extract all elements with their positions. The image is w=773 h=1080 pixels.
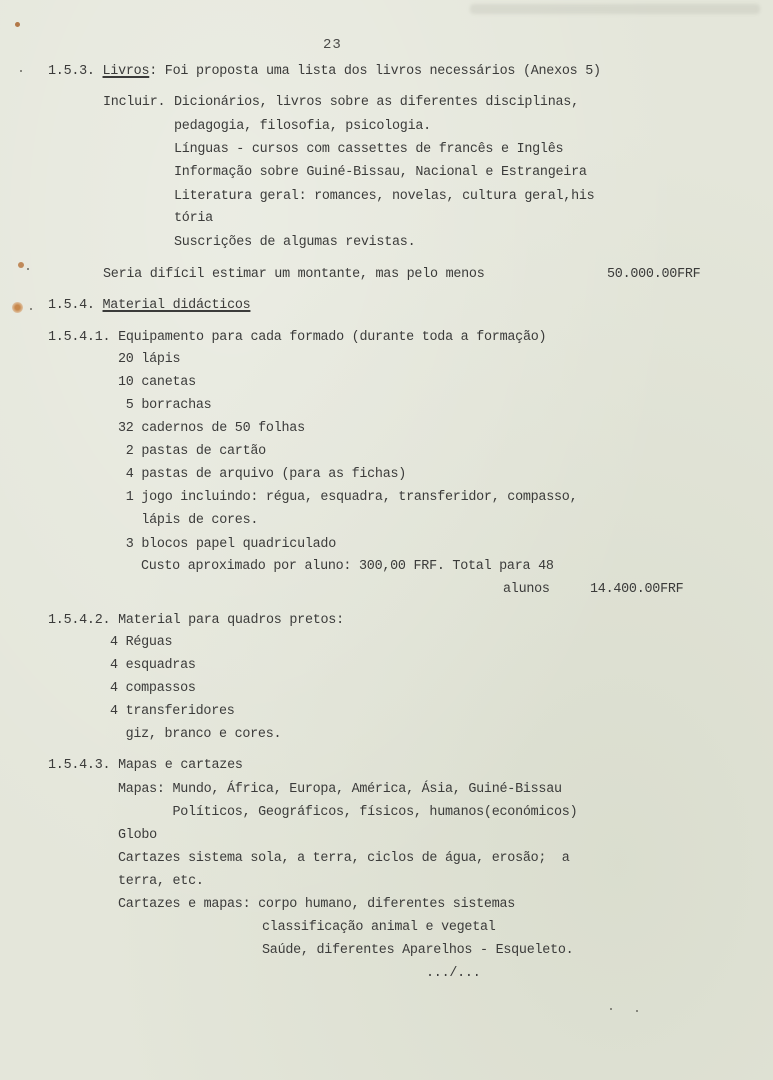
blackboard-item: 4 esquadras [110,658,196,673]
section-title: Mapas e cartazes [118,758,243,773]
total-amount: 14.400.00FRF [590,582,684,597]
book-line: Línguas - cursos com cassettes de francês e Inglês [174,142,564,157]
section-1-5-4-3-heading [48,758,243,774]
cost-text: Custo aproximado por aluno: 300,00 FRF. Total para 48 [141,559,554,574]
equipment-item: 32 cadernos de 50 folhas [118,421,305,436]
maps-line: Globo [118,828,157,843]
blackboard-item: 4 compassos [110,681,196,696]
maps-line: Políticos, Geográficos, físicos, humanos(económicos) [118,805,578,820]
section-intro: : Foi proposta uma lista dos livros necessários (Anexos 5) [149,64,601,79]
book-line: pedagogia, filosofia, psicologia. [174,119,431,134]
estimate-amount: 50.000.00FRF [607,267,701,282]
equipment-item: 4 pastas de arquivo (para as fichas) [118,467,407,482]
equipment-item: 3 blocos papel quadriculado [118,537,336,552]
maps-line: Mapas: Mundo, África, Europa, América, Ásia, Guiné-Bissau [118,782,562,797]
section-title: Livros [102,64,150,79]
blackboard-item: 4 Réguas [110,635,173,650]
book-line: tória [174,211,213,226]
maps-line: terra, etc. [118,874,204,889]
book-line: Informação sobre Guiné-Bissau, Nacional e Estrangeira [174,165,587,180]
equipment-item: 10 canetas [118,375,196,390]
blackboard-item: 4 transferidores [110,704,235,719]
book-line: Dicionários, livros sobre as diferentes disciplinas, [174,95,579,110]
ink-spot [15,22,20,27]
include-label: Incluir. [103,95,166,110]
equipment-item: 20 lápis [118,352,181,367]
bleed-through-smudge [470,4,760,14]
section-title: Material para quadros pretos: [118,613,344,628]
equipment-item: lápis de cores. [118,513,259,528]
section-number: 1.5.4.2. [48,613,111,628]
page-number: 23 [323,37,342,53]
speck [30,308,32,310]
equipment-item: 5 borrachas [118,398,212,413]
speck [610,1008,612,1010]
maps-subline: Saúde, diferentes Aparelhos - Esqueleto. [262,943,574,958]
section-1-5-4-2-heading [48,613,344,629]
speck [27,268,29,270]
equipment-item: 2 pastas de cartão [118,444,266,459]
rust-spot [18,262,24,268]
section-1-5-3-heading [48,64,601,80]
section-1-5-4-1-heading [48,330,546,346]
book-line: Literatura geral: romances, novelas, cultura geral,his [174,189,595,204]
continuation-mark: .../... [426,966,481,981]
section-title: Equipamento para cada formado (durante toda a formação) [118,330,547,345]
section-number: 1.5.4. [48,298,95,313]
equipment-item: 1 jogo incluindo: régua, esquadra, transferidor, compasso, [118,490,578,505]
speck [20,70,22,72]
rust-stain [12,302,23,313]
section-number: 1.5.3. [48,64,95,79]
section-1-5-4-heading [48,298,250,314]
section-number: 1.5.4.1. [48,330,111,345]
book-line: Suscrições de algumas revistas. [174,235,416,250]
maps-subline: classificação animal e vegetal [262,920,496,935]
maps-line: Cartazes sistema sola, a terra, ciclos de água, erosão; a [118,851,570,866]
speck [636,1010,638,1012]
blackboard-item: giz, branco e cores. [110,727,282,742]
section-title: Material didácticos [102,298,251,313]
maps-line: Cartazes e mapas: corpo humano, diferentes sistemas [118,897,516,912]
estimate-text: Seria difícil estimar um montante, mas pelo menos [103,267,485,282]
total-label: alunos [503,582,550,597]
section-number: 1.5.4.3. [48,758,111,773]
